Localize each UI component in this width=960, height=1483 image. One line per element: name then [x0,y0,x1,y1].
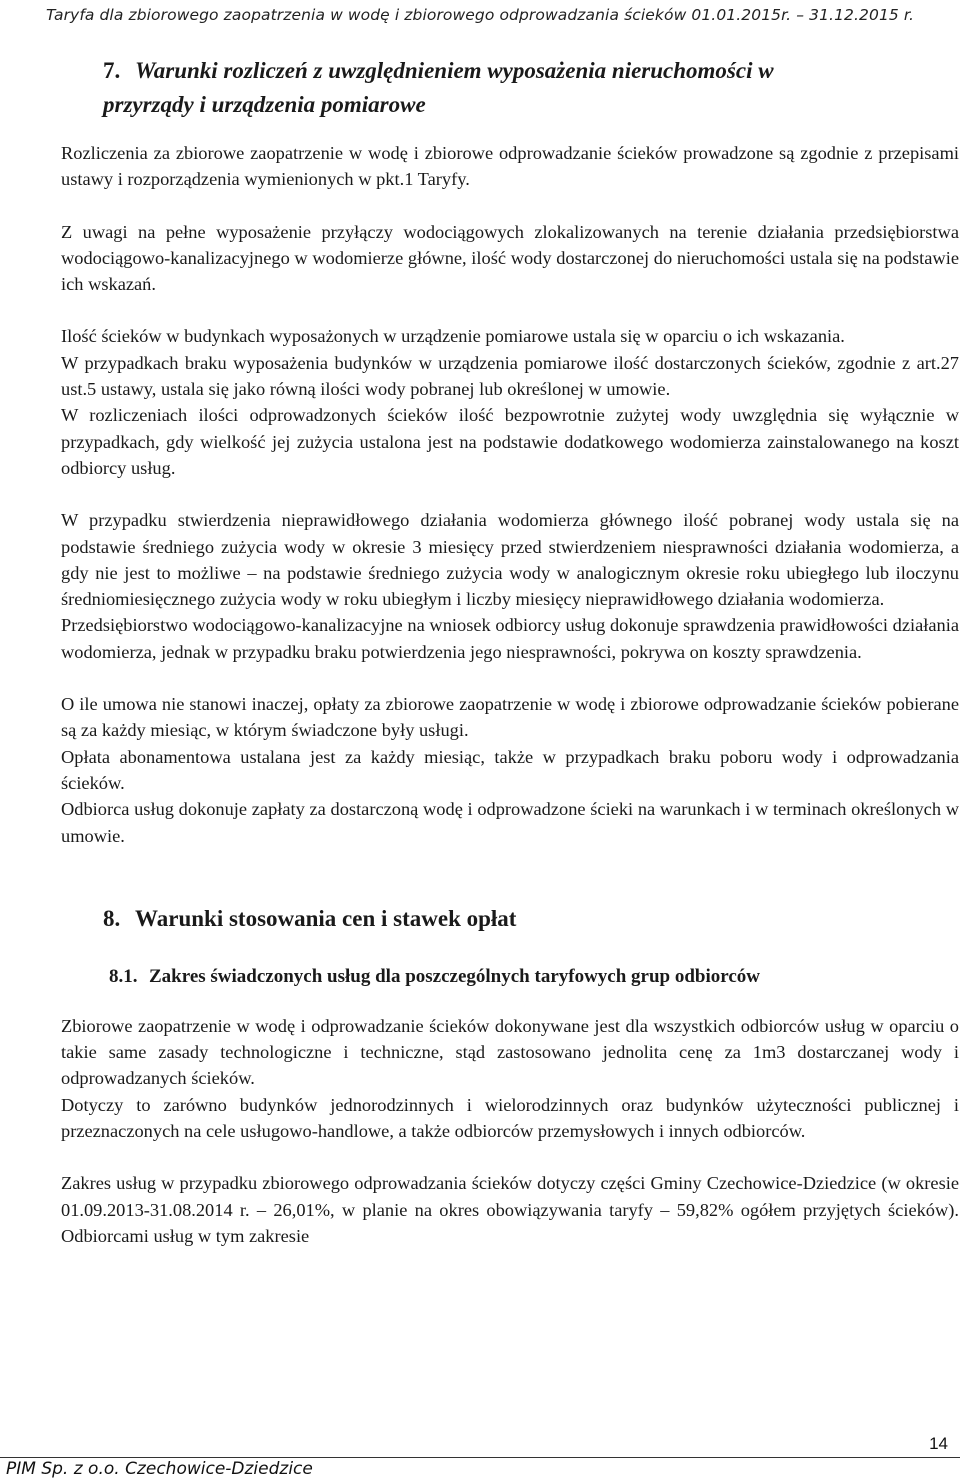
footer-organization: PIM Sp. z o.o. Czechowice-Dziedzice [6,1459,313,1479]
paragraph: Przedsiębiorstwo wodociągowo-kanalizacyjne na wniosek odbiorcy usług dokonuje sprawdzenia prawidłowości działania wodomierza, jednak w przypadku braku potwierdzenia jego niesprawności, pokrywa on koszty sprawdzenia. [61,615,959,662]
section-8-title: Warunki stosowania cen i stawek opłat [135,905,517,931]
header-title: Taryfa dla zbiorowego zaopatrzenia w wodę i zbiorowego odprowadzania ścieków 01.01.2015r. – 31.12.2015 r. [46,6,914,24]
paragraph: Opłata abonamentowa ustalana jest za każdy miesiąc, także w przypadkach braku poboru wody i odprowadzania ścieków. [61,746,959,793]
paragraph: Dotyczy to zarówno budynków jednorodzinnych i wielorodzinnych oraz budynków użyteczności publicznej i przeznaczonych na cele usługowo-handlowe, a także odbiorców przemysłowych i innych odbiorców. [61,1094,959,1142]
section-7-title-line2: przyrządy i urządzenia pomiarowe [103,92,426,117]
document-body [61,54,959,1249]
section-7-heading [103,54,959,122]
paragraph: Z uwagi na pełne wyposażenie przyłączy wodociągowych zlokalizowanych na terenie działania przedsiębiorstwa wodociągowo-kanalizacyjnego w wodomierze główne, ilość wody dostarczonej do nieruchomości ustala się na podstawie ich wskazań. [61,221,959,295]
page-number: 14 [929,1434,948,1453]
section-8-1-heading [109,961,959,993]
section-8-heading [103,899,959,939]
section-8-number: 8. [103,905,121,931]
paragraph: Zakres usług w przypadku zbiorowego odprowadzania ścieków dotyczy części Gminy Czechowice-Dziedzice (w okresie 01.09.2013-31.08.2014 r. – 26,01%, w planie na okres obowiązywania taryfy – 59,82% ogółem przyjętych ścieków). Odbiorcami usług w tym zakresie [61,1173,959,1246]
footer-divider [0,1457,960,1458]
paragraph: W przypadku stwierdzenia nieprawidłowego działania wodomierza głównego ilość pobranej wody ustala się na podstawie średniego zużycia wody w okresie 3 miesięcy przed stwierdzeniem niesprawności działania wodomierza, a gdy nie jest to możliwe – na podstawie średniego zużycia wody w analogicznym okresie roku ubiegłego lub iloczynu średniomiesięcznego zużycia wody w roku ubiegłym i liczby miesięcy nieprawidłowego działania wodomierza. [61,510,959,610]
paragraph: Ilość ścieków w budynkach wyposażonych w urządzenie pomiarowe ustala się w oparciu o ich wskazania. [61,326,845,347]
running-header [0,0,960,30]
section-8-1-title: Zakres świadczonych usług dla poszczególnych taryfowych grup odbiorców [149,965,761,987]
paragraph: W rozliczeniach ilości odprowadzonych ścieków ilość bezpowrotnie zużytej wody uwzględnia się wyłącznie w przypadkach, gdy wielkość jej zużycia ustalona jest na podstawie dodatkowego wodomierza zainstalowanego na koszt odbiorcy usług. [61,405,959,478]
paragraph: Odbiorca usług dokonuje zapłaty za dostarczoną wodę i odprowadzone ścieki na warunkach i w terminach określonych w umowie. [61,799,959,846]
paragraph: O ile umowa nie stanowi inaczej, opłaty za zbiorowe zaopatrzenie w wodę i zbiorowe odprowadzanie ścieków pobierane są za każdy miesiąc, w którym świadczone były usługi. [61,694,959,741]
section-8-1-number: 8.1. [109,965,138,987]
section-7-number: 7. [103,58,121,83]
section-7-title-line1: Warunki rozliczeń z uwzględnieniem wyposażenia nieruchomości w [135,58,774,83]
paragraph: W przypadkach braku wyposażenia budynków w urządzenia pomiarowe ilość dostarczonych ścieków, zgodnie z art.27 ust.5 ustawy, ustala się jako równą ilości wody pobranej lub określonej w umowie. [61,352,959,400]
paragraph: Rozliczenia za zbiorowe zaopatrzenie w wodę i zbiorowe odprowadzanie ścieków prowadzone są zgodnie z przepisami ustawy i rozporządzenia wymienionych w pkt.1 Taryfy. [61,143,959,190]
page-footer [0,1432,960,1483]
paragraph: Zbiorowe zaopatrzenie w wodę i odprowadzanie ścieków dokonywane jest dla wszystkich odbiorców usług w oparciu o takie same zasady technologiczne i techniczne, stąd zastosowano jednolita cenę za 1m3 dostarczanej wody i odprowadzanych ścieków. [61,1015,959,1089]
